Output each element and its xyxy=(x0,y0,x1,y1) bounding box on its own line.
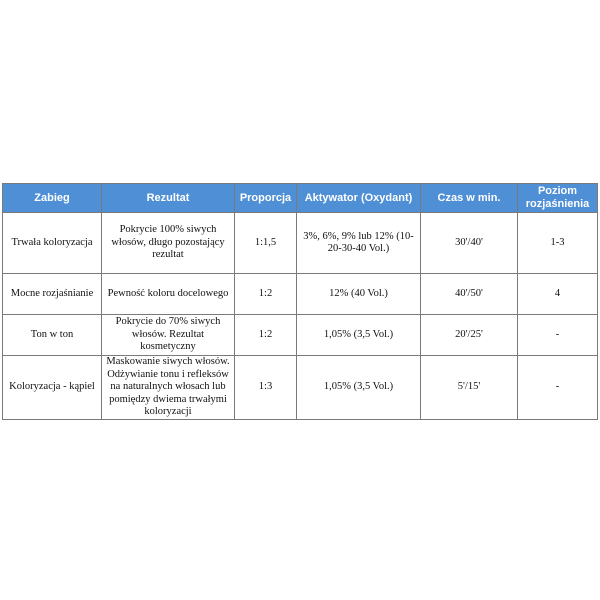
header-aktywator: Aktywator (Oxydant) xyxy=(297,184,421,213)
table-row xyxy=(3,315,598,356)
cell-aktywator: 3%, 6%, 9% lub 12% (10-20-30-40 Vol.) xyxy=(297,213,421,274)
treatment-table xyxy=(2,183,598,420)
cell-proporcja: 1:2 xyxy=(235,315,297,356)
cell-zabieg: Trwała koloryzacja xyxy=(3,213,102,274)
cell-rezultat: Maskowanie siwych włosów. Odżywianie tonu i refleksów na naturalnych włosach lub pomiędzy dwiema trwałymi koloryzacji xyxy=(102,356,235,420)
cell-czas: 40'/50' xyxy=(421,274,518,315)
cell-rezultat: Pokrycie do 70% siwych włosów. Rezultat kosmetyczny xyxy=(102,315,235,356)
table-row xyxy=(3,274,598,315)
header-czas: Czas w min. xyxy=(421,184,518,213)
cell-zabieg: Ton w ton xyxy=(3,315,102,356)
cell-poziom: - xyxy=(518,356,598,420)
cell-poziom: - xyxy=(518,315,598,356)
table-header-row xyxy=(3,184,598,213)
cell-czas: 30'/40' xyxy=(421,213,518,274)
header-zabieg: Zabieg xyxy=(3,184,102,213)
cell-rezultat: Pewność koloru docelowego xyxy=(102,274,235,315)
cell-czas: 20'/25' xyxy=(421,315,518,356)
cell-poziom: 4 xyxy=(518,274,598,315)
cell-aktywator: 1,05% (3,5 Vol.) xyxy=(297,315,421,356)
header-rezultat: Rezultat xyxy=(102,184,235,213)
cell-proporcja: 1:3 xyxy=(235,356,297,420)
cell-czas: 5'/15' xyxy=(421,356,518,420)
cell-zabieg: Mocne rozjaśnianie xyxy=(3,274,102,315)
header-proporcja: Proporcja xyxy=(235,184,297,213)
cell-zabieg: Koloryzacja - kąpiel xyxy=(3,356,102,420)
cell-aktywator: 12% (40 Vol.) xyxy=(297,274,421,315)
header-poziom: Poziom rozjaśnienia xyxy=(518,184,598,213)
cell-rezultat: Pokrycie 100% siwych włosów, długo pozostający rezultat xyxy=(102,213,235,274)
cell-aktywator: 1,05% (3,5 Vol.) xyxy=(297,356,421,420)
cell-poziom: 1-3 xyxy=(518,213,598,274)
cell-proporcja: 1:2 xyxy=(235,274,297,315)
cell-proporcja: 1:1,5 xyxy=(235,213,297,274)
table-row xyxy=(3,356,598,420)
table-row xyxy=(3,213,598,274)
treatment-table-container xyxy=(2,183,597,420)
